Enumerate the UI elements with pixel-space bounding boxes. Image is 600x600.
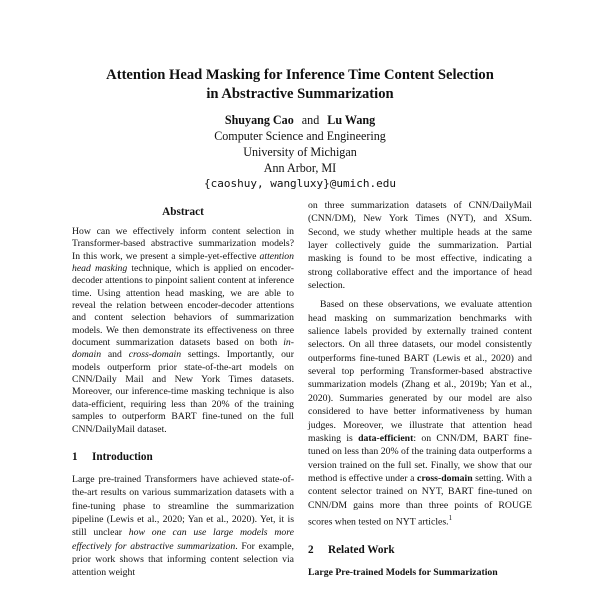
abstract-emph: cross-domain: [128, 349, 182, 361]
right-column: [308, 199, 532, 579]
author-university: University of Michigan: [243, 145, 357, 159]
abstract-body: [72, 226, 294, 436]
body-text: setting. With a content selector trained on NYT, BART fine-tuned on CNN/DM gains more than three points of ROUGE scores when tested on NYT articles.: [308, 472, 532, 528]
footnote-mark: 1: [448, 513, 453, 522]
abstract-emph: in-domain: [72, 337, 294, 361]
paper-title: [60, 66, 540, 104]
body-bold: cross-domain: [417, 472, 473, 484]
intro-text: Large pre-trained Transformers have achieved state-of-the-art results on various summarization datasets with a fine-tuning phase to streamline the summarization pipeline (Lewis et al., 2020; Yan et al., 2020). Yet, it is still unclear: [72, 473, 294, 539]
abstract-text: technique, which is applied on encoder-decoder attentions to pinpoint salient content at inference time. Using attention head masking, we are able to reveal the relation between encoder-decoder attentions and content selection behaviors of summarization models. We then demonstrate its effectiveness on three document summarization datasets based on both: [72, 263, 294, 349]
title-line-1: Attention Head Masking for Inference Time Content Selection: [106, 67, 494, 83]
body-bold: data-efficient: [358, 432, 414, 444]
section-heading-related-work: [308, 543, 532, 558]
section-number: 2: [308, 543, 314, 556]
left-column: [72, 199, 294, 580]
author-2: Lu Wang: [327, 113, 376, 127]
author-city: Ann Arbor, MI: [263, 161, 337, 175]
right-paragraph-1: on three summarization datasets of CNN/DailyMail (CNN/DM), New York Times (NYT), and XSum. Second, we study whether multiple heads at the same layer collectively guide the summarization. Partial masking is found to be most effective, indicating a strong collaborative effect and the importance of head selection.: [308, 200, 532, 292]
section-title: Related Work: [328, 543, 395, 556]
abstract-heading: Abstract: [162, 206, 204, 218]
author-names: [60, 112, 540, 128]
right-paragraph-2: [308, 298, 532, 528]
author-and: and: [301, 113, 320, 127]
abstract-text: settings. Importantly, our models outperform prior state-of-the-art models on CNN/Daily Mail and New York Times datasets. Moreover, our inference-time masking technique is also data-efficient, requiring less than 20% of the training samples to outperform BART fine-tuned on the full CNN/DailyMail dataset.: [72, 349, 294, 435]
related-work-subheading: [308, 566, 532, 579]
title-line-2: in Abstractive Summarization: [206, 86, 394, 102]
body-text: : on CNN/DM, BART fine-tuned on less than 20% of the training data outperforms a version trained on the full set. Finally, we show that our method is effective under a: [308, 432, 532, 484]
intro-emph: how one can use large models more effectively for abstractive summarization: [72, 527, 294, 552]
section-heading-introduction: [72, 450, 294, 465]
author-email: {caoshuy, wangluxy}@umich.edu: [203, 177, 397, 190]
section-number: 1: [72, 450, 78, 463]
author-department: Computer Science and Engineering: [214, 129, 386, 143]
intro-text: . For example, prior work shows that informing content selection via attention weight: [72, 540, 294, 579]
subheading-text: Large Pre-trained Models for Summarization: [308, 566, 498, 578]
body-text: Based on these observations, we evaluate attention head masking on summarization benchmarks with salience labels provided by externally trained content selectors. On all three datasets, our model consistently outperforms fine-tuned BART (Lewis et al., 2020) and several top performing Transformer-based abstractive summarization models (Zhang et al., 2019b; Yan et al., 2020). Summaries generated by our model are also considered to have better informativeness by human judges. Moreover, we illustrate that attention head masking is: [308, 299, 532, 444]
section-title: Introduction: [92, 450, 153, 463]
abstract-emph: attention head masking: [72, 250, 294, 275]
author-1: Shuyang Cao: [224, 113, 294, 127]
abstract-text: and: [101, 349, 129, 361]
intro-paragraph: [72, 473, 294, 580]
abstract-text: How can we effectively inform content selection in Transformer-based abstractive summarization models? In this work, we present a simple-yet-effective: [72, 226, 294, 262]
author-block: [60, 112, 540, 192]
